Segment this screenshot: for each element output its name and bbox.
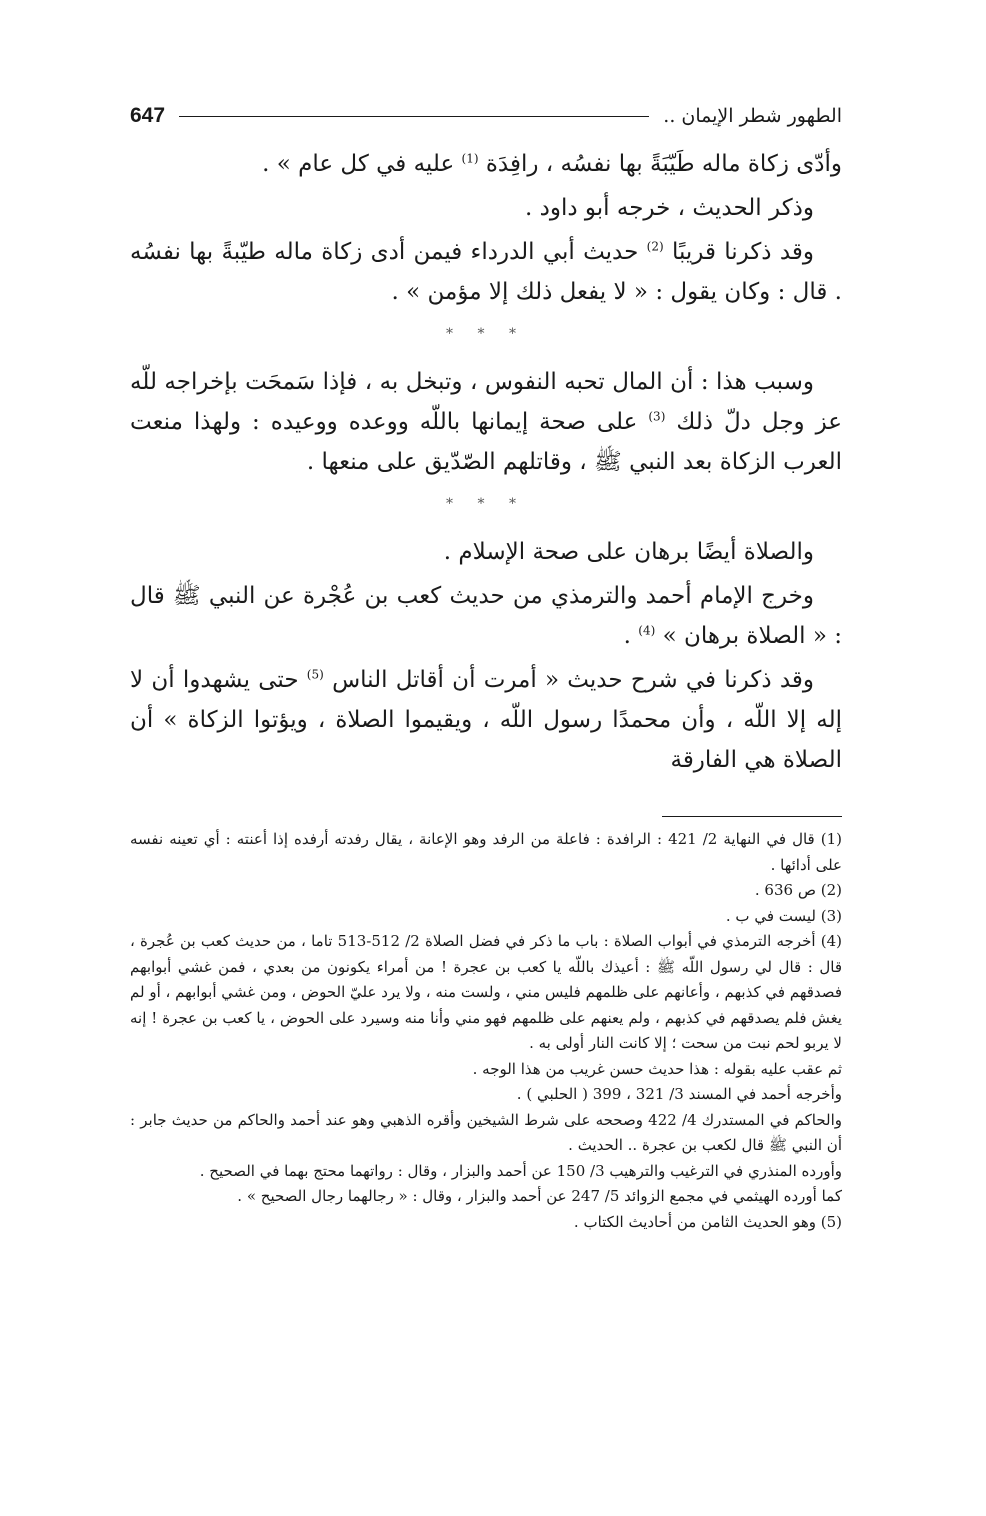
header-rule — [179, 116, 649, 117]
running-title: الطهور شطر الإيمان .. — [663, 105, 842, 127]
footnote-1: (1) قال في النهاية 2/ 421 : الرافدة : فاعلة من الرفد وهو الإعانة ، يقال رفدته أرفده إذا أعنته : أي تعينه نفسه على أدائها . — [130, 830, 842, 874]
footnote-4-mundhiri: وأورده المنذري في الترغيب والترهيب 3/ 150 عن أحمد والبزار ، وقال : رواتهما محتج بهما في الصحيح . — [199, 1161, 842, 1180]
footnote-4-ahmad: وأخرجه أحمد في المسند 3/ 321 ، 399 ( الحلبي ) . — [516, 1085, 842, 1103]
footnote-ref-2: (2) — [646, 239, 664, 254]
footnotes — [130, 827, 842, 1235]
page-header — [130, 96, 842, 136]
footnote-4-comment: ثم عقب عليه بقوله : هذا حديث حسن غريب من هذا الوجه . — [472, 1059, 842, 1078]
footnote-ref-5: (5) — [306, 667, 324, 682]
book-page — [130, 96, 842, 1235]
paragraph-4: وسبب هذا : أن المال تحبه النفوس ، وتبخل به ، فإذا سَمحَت بإخراجه للّه عز وجل دلّ ذلك $^{(3)}$ على صحة إيمانها باللّه ووعده ووعيده : ولهذا منعت العرب الزكاة بعد النبي ﷺ ، وقاتلهم الصّدّيق على منعها . — [130, 369, 843, 475]
footnote-4-hakim: والحاكم في المستدرك 4/ 422 وصححه على شرط الشيخين وأقره الذهبي وهو عند أحمد والحاكم من حديث جابر : أن النبي ﷺ قال لكعب بن عجرة .. الحديث . — [130, 1110, 843, 1154]
paragraph-2: وذكر الحديث ، خرجه أبو داود . — [524, 195, 814, 221]
footnote-separator — [662, 816, 842, 817]
paragraph-3: وقد ذكرنا قريبًا $^{(2)}$ حديث أبي الدرداء فيمن أدى زكاة ماله طيّبةً بها نفسُه . قال : وكان يقول : « لا يفعل ذلك إلا مؤمن » . — [130, 239, 842, 305]
section-divider-stars: * * * — [446, 326, 526, 342]
paragraph-1: وأدّى زكاة ماله طَيّبَةً بها نفسُه ، رافِدَة $^{(1)}$ عليه في كل عام » . — [262, 151, 842, 177]
footnote-4-haythami: كما أورده الهيثمي في مجمع الزوائد 5/ 247 عن أحمد والبزار ، وقال : « رجالهما رجال الصحيح » . — [237, 1187, 842, 1205]
footnote-ref-1: (1) — [461, 151, 479, 166]
main-text — [130, 144, 842, 780]
paragraph-5: والصلاة أيضًا برهان على صحة الإسلام . — [443, 539, 814, 565]
section-divider-stars: * * * — [446, 496, 526, 512]
footnote-ref-3: (3) — [648, 409, 666, 424]
paragraph-7: وقد ذكرنا في شرح حديث « أمرت أن أقاتل الناس $^{(5)}$ حتى يشهدوا أن لا إله إلا اللّه ، وأن محمدًا رسول اللّه ، ويقيموا الصلاة ، ويؤتوا الزكاة » أن الصلاة هي الفارقة — [130, 667, 842, 773]
footnote-3: (3) ليست في ب . — [725, 906, 842, 925]
footnote-2: (2) ص 636 . — [754, 881, 842, 899]
page-number: 647 — [130, 104, 166, 127]
footnote-5: (5) وهو الحديث الثامن من أحاديث الكتاب . — [573, 1212, 842, 1231]
footnote-ref-4: (4) — [638, 623, 656, 638]
footnote-4: (4) أخرجه الترمذي في أبواب الصلاة : باب ما ذكر في فضل الصلاة 2/ 512-513 تاما ، من حديث كعب بن عُجرة ، قال : قال لي رسول اللّه ﷺ : أعيذك باللّه يا كعب بن عجرة ! من أمراء يكونون من بعدي ، فمن غشي أبوابهم فصدقهم في كذبهم ، وأعانهم على ظلمهم فليس مني ، ولست منه ، ولا يرد عليّ الحوض ، ومن غشي أبوابهم ، أو لم يغش فلم يصدقهم في كذبهم ، ولم يعنهم على ظلمهم فهو مني وأنا منه وسيرد على الحوض ، يا كعب بن عجرة ! إنه لا يربو لحم نبت من سحت ؛ إلا كانت النار أولى به . — [130, 932, 842, 1052]
paragraph-6: وخرج الإمام أحمد والترمذي من حديث كعب بن عُجْرة عن النبي ﷺ قال : « الصلاة برهان » $^{(4)}$ . — [130, 583, 842, 649]
